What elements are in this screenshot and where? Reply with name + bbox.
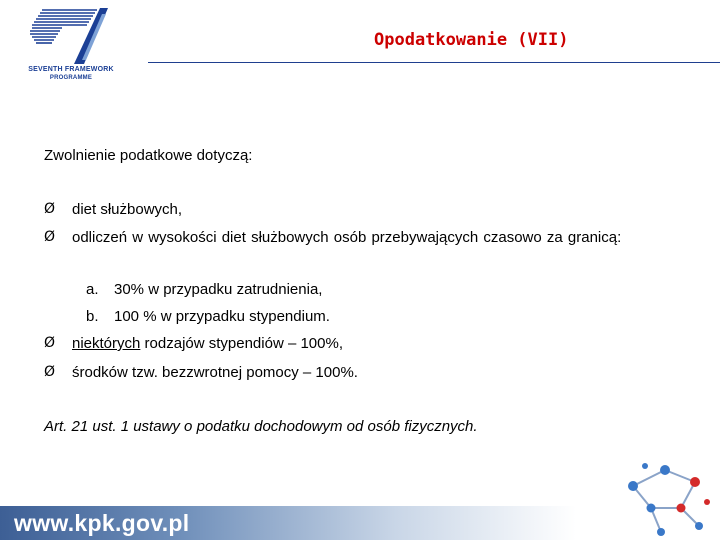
bullet-text: rodzajów stypendiów – 100%, <box>140 335 343 352</box>
molecule-icon <box>615 452 715 540</box>
bullet-text: środków tzw. bezzwrotnej pomocy – 100%. <box>72 364 358 381</box>
arrow-bullet-icon: Ø <box>44 229 56 245</box>
arrow-bullet-icon: Ø <box>44 201 56 217</box>
sub-item-number: a. <box>86 281 99 298</box>
bullet-text: diet służbowych, <box>72 201 183 218</box>
footer-url: www.kpk.gov.pl <box>14 510 190 536</box>
sub-item-number: b. <box>86 308 99 325</box>
sub-item-text: 30% w przypadku zatrudnienia, <box>114 281 323 298</box>
arrow-bullet-icon: Ø <box>44 335 56 351</box>
title-divider <box>148 62 720 63</box>
logo-text-line1: SEVENTH FRAMEWORK <box>28 66 114 73</box>
legal-reference: Art. 21 ust. 1 ustawy o podatku dochodowym od osób fizycznych. <box>44 418 478 435</box>
sub-item-text: 100 % w przypadku stypendium. <box>114 308 330 325</box>
arrow-bullet-icon: Ø <box>44 364 56 380</box>
underlined-word: niektórych <box>72 335 141 352</box>
slide-title: Opodatkowanie (VII) <box>374 30 569 50</box>
logo-text-line2: PROGRAMME <box>49 75 93 81</box>
sub-list-item <box>86 308 330 325</box>
intro-text: Zwolnienie podatkowe dotyczą: <box>44 147 253 164</box>
footer-bar <box>0 506 720 540</box>
bullet-text: odliczeń w wysokości diet służbowych osób przebywających czasowo za granicą: <box>72 229 622 246</box>
sub-list-item <box>86 281 322 298</box>
